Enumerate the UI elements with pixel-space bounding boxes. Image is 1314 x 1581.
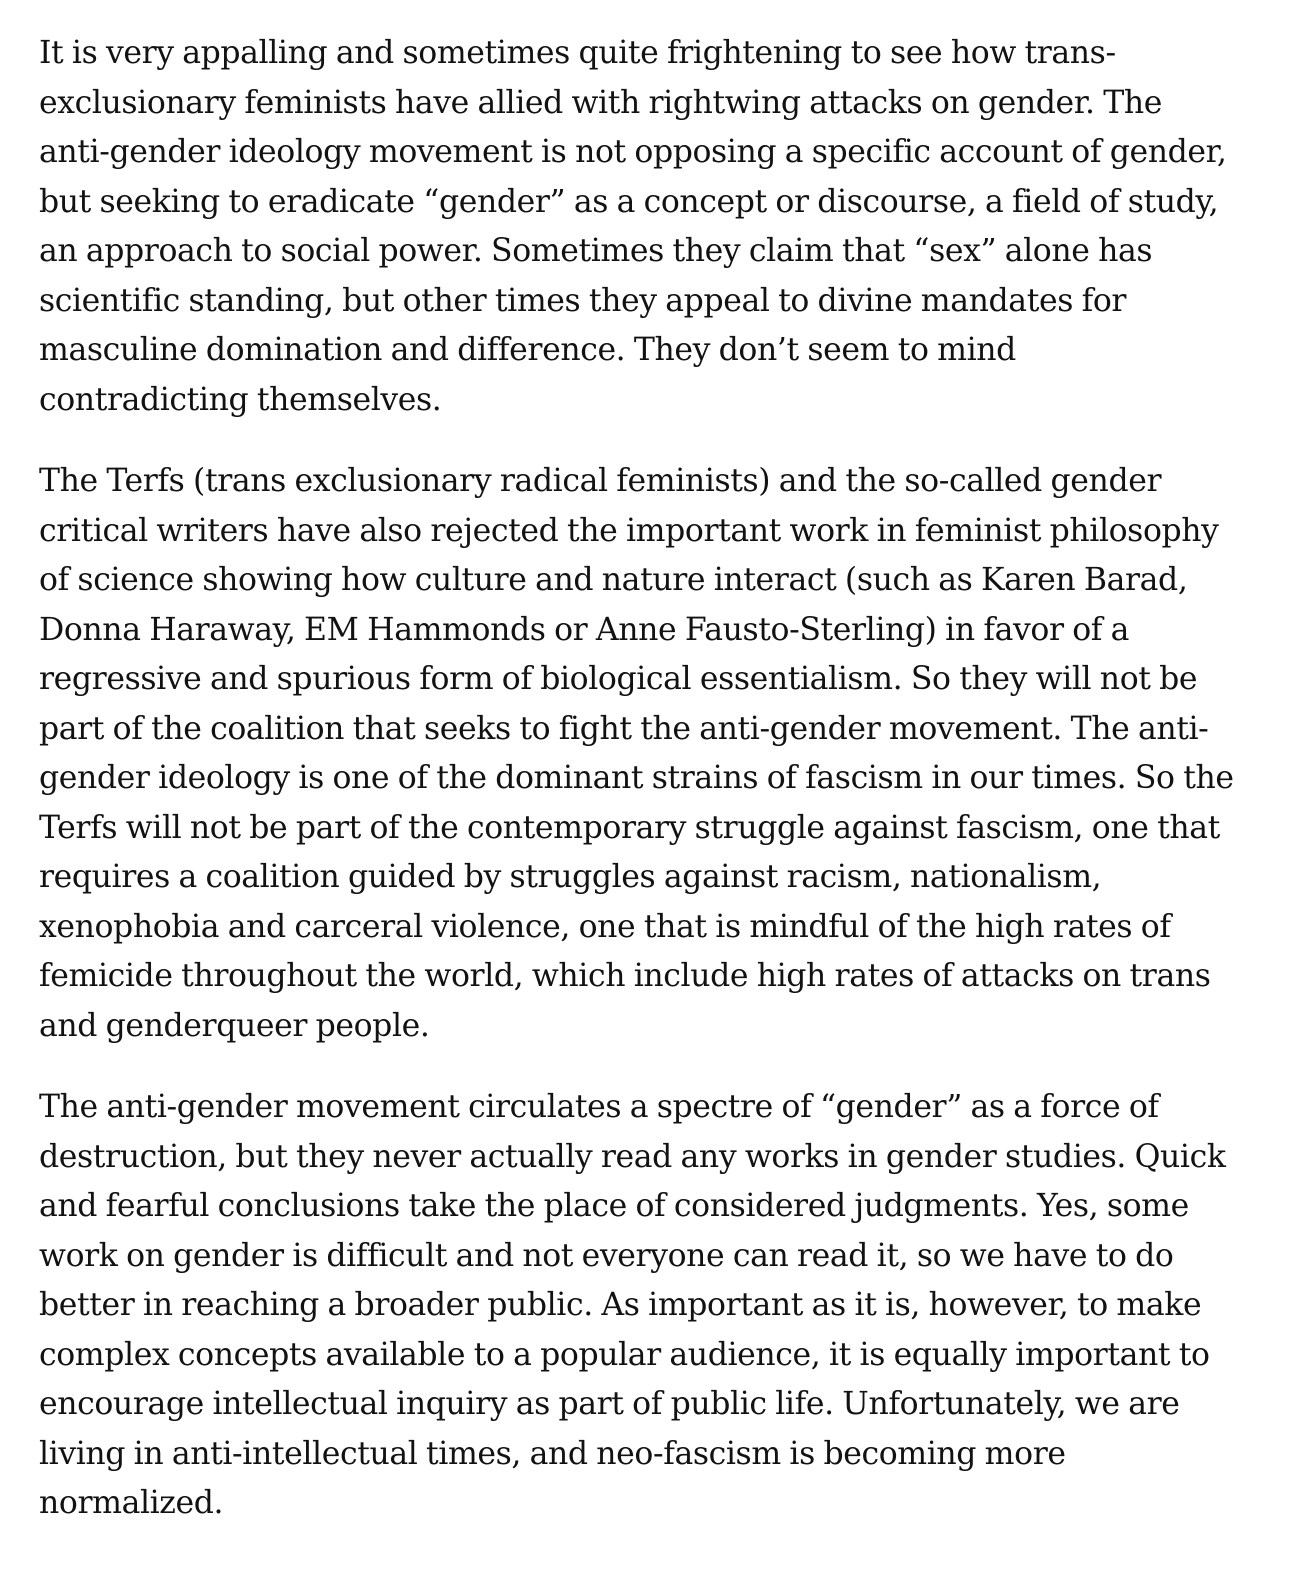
paragraph-1 (39, 29, 1279, 425)
paragraph-line: regressive and spurious form of biological essentialism. So they will not be (39, 661, 1198, 697)
paragraph-line: femicide throughout the world, which include high rates of attacks on trans (39, 958, 1211, 994)
paragraph-line: better in reaching a broader public. As important as it is, however, to make (39, 1287, 1202, 1323)
paragraph-line: and genderqueer people. (39, 1007, 430, 1044)
paragraph-line: scientific standing, but other times they appeal to divine mandates for (39, 282, 1127, 319)
paragraph-line: gender ideology is one of the dominant strains of fascism in our times. So the (39, 760, 1234, 796)
paragraph-line: living in anti-intellectual times, and neo-fascism is becoming more (39, 1435, 1066, 1472)
paragraph-line: anti-gender ideology movement is not opposing a specific account of gender, (39, 134, 1227, 170)
article-body (39, 29, 1279, 1529)
paragraph-line: exclusionary feminists have allied with rightwing attacks on gender. The (39, 84, 1162, 121)
paragraph-line: Terfs will not be part of the contemporary struggle against fascism, one that (39, 809, 1220, 846)
paragraph-line: destruction, but they never actually read any works in gender studies. Quick (39, 1138, 1226, 1175)
paragraph-line: of science showing how culture and nature interact (such as Karen Barad, (39, 562, 1188, 598)
paragraph-line: masculine domination and difference. They don’t seem to mind (39, 332, 1016, 368)
paragraph-line: The Terfs (trans exclusionary radical feminists) and the so-called gender (39, 463, 1162, 499)
paragraph-line: an approach to social power. Sometimes they claim that “sex” alone has (39, 233, 1153, 269)
paragraph-3 (39, 1083, 1279, 1529)
paragraph-line: critical writers have also rejected the important work in feminist philosophy (39, 512, 1219, 549)
paragraph-line: The anti-gender movement circulates a spectre of “gender” as a force of (39, 1089, 1159, 1125)
paragraph-line: encourage intellectual inquiry as part of public life. Unfortunately, we are (39, 1386, 1180, 1422)
paragraph-line: part of the coalition that seeks to fight the anti-gender movement. The anti- (39, 710, 1209, 747)
paragraph-2 (39, 457, 1279, 1051)
paragraph-line: Donna Haraway, EM Hammonds or Anne Fausto-Sterling) in favor of a (39, 611, 1130, 648)
paragraph-line: requires a coalition guided by struggles against racism, nationalism, (39, 859, 1102, 895)
paragraph-line: xenophobia and carceral violence, one that is mindful of the high rates of (39, 908, 1171, 945)
paragraph-line: work on gender is difficult and not everyone can read it, so we have to do (39, 1237, 1174, 1274)
paragraph-line: but seeking to eradicate “gender” as a concept or discourse, a field of study, (39, 183, 1219, 220)
paragraph-line: contradicting themselves. (39, 381, 442, 418)
paragraph-line: It is very appalling and sometimes quite frightening to see how trans- (39, 35, 1116, 71)
paragraph-line: normalized. (39, 1485, 224, 1521)
paragraph-line: and fearful conclusions take the place of considered judgments. Yes, some (39, 1188, 1189, 1224)
paragraph-line: complex concepts available to a popular audience, it is equally important to (39, 1336, 1210, 1373)
